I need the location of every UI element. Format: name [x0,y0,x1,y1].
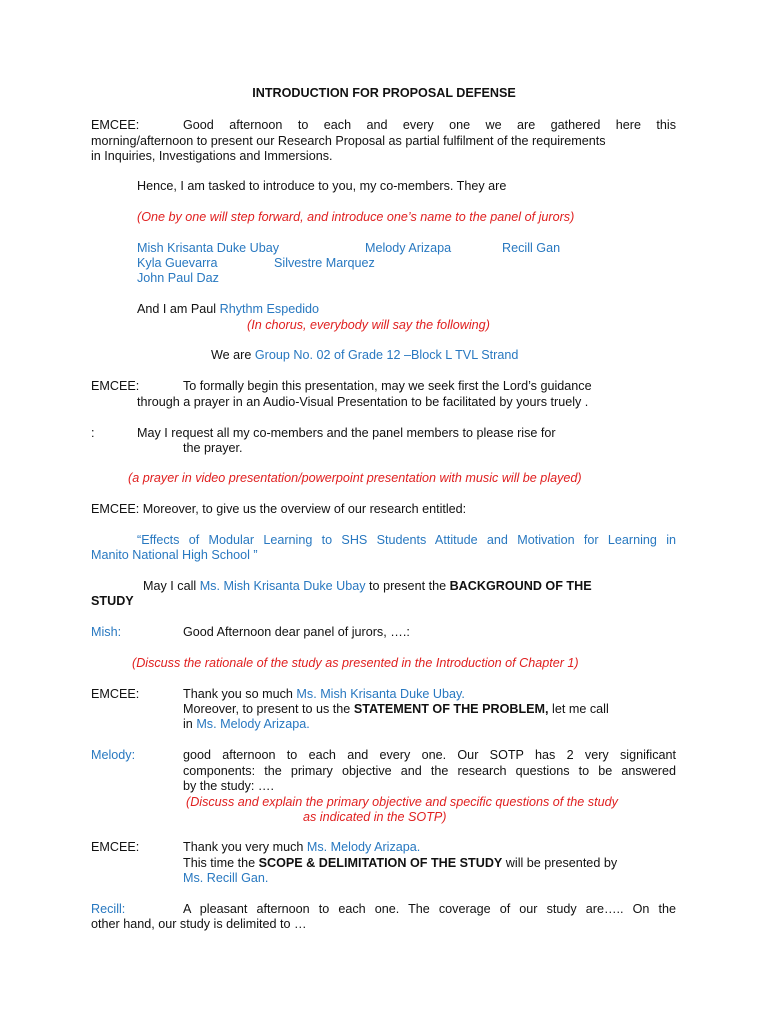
intro-line-2: morning/afternoon to present our Research Proposal as partial fulfilment of the requirements [91,134,606,148]
speaker-text: Good Afternoon dear panel of jurors, ….: [183,625,410,639]
emcee-thanks-line [183,839,420,855]
presenter-name: Ms. Recill Gan. [183,871,269,885]
emcee-name: Rhythm Espedido [219,302,320,316]
emcee-text: Thank you very much [183,840,307,854]
section-heading: SCOPE & DELIMITATION OF THE STUDY [258,856,503,870]
prayer-note: (a prayer in video presentation/powerpoint presentation with music will be played) [128,471,582,485]
emcee-label: EMCEE: [91,840,140,854]
emcee-label: EMCEE: [91,118,140,132]
member-name: Kyla Guevarra [137,256,218,270]
emcee-label: EMCEE: [91,687,140,701]
speaker-label: Recill: [91,902,126,916]
and-i-am-line [137,301,319,317]
section-heading: BACKGROUND OF THE [449,579,592,593]
section-heading: STUDY [91,594,134,608]
speaker-label: Mish: [91,625,122,639]
chorus-note: (In chorus, everybody will say the following) [247,318,490,332]
melody-line-1: good afternoon to each and every one. Our SOTP has 2 very significant [183,748,676,762]
member-name: Recill Gan [502,241,561,255]
document-title: INTRODUCTION FOR PROPOSAL DEFENSE [252,86,516,100]
request-line-2: the prayer. [183,441,243,455]
step-forward-note: (One by one will step forward, and introduce one’s name to the panel of jurors) [137,210,575,224]
member-name: Silvestre Marquez [274,256,375,270]
emcee-label: EMCEE: [91,379,140,393]
emcee-thanks-line [183,686,465,702]
research-title-line-2: Manito National High School ” [91,548,258,562]
intro-line-3: in Inquiries, Investigations and Immersions. [91,149,333,163]
call-background-line [143,578,592,594]
emcee-text: Moreover, to present to us the [183,702,354,716]
rationale-note: (Discuss the rationale of the study as presented in the Introduction of Chapter 1) [132,656,579,670]
member-name: John Paul Daz [137,271,219,285]
emcee-text: This time the [183,856,259,870]
presenter-name: Ms. Melody Arizapa. [196,717,310,731]
overview-line: EMCEE: Moreover, to give us the overview of our research entitled: [91,502,467,516]
emcee-text: let me call [548,702,609,716]
emcee-text: will be presented by [502,856,618,870]
member-name: Melody Arizapa [365,241,452,255]
intro-line-1: Good afternoon to each and every one we are gathered here this [183,118,676,132]
request-line-1: May I request all my co-members and the panel members to please rise for [137,426,556,440]
emcee-scope-line [183,855,617,871]
research-title-line-1: “Effects of Modular Learning to SHS Students Attitude and Motivation for Learning in [137,533,676,547]
sotp-note-2: as indicated in the SOTP) [303,810,447,824]
presenter-name: Ms. Mish Krisanta Duke Ubay. [296,687,465,701]
presenter-name: Ms. Mish Krisanta Duke Ubay [199,579,366,593]
we-are-text: We are [211,348,255,362]
group-name: Group No. 02 of Grade 12 –Block L TVL Strand [254,348,519,362]
recill-line-2: other hand, our study is delimited to … [91,917,307,931]
call-text: May I call [143,579,200,593]
member-name: Mish Krisanta Duke Ubay [137,241,280,255]
begin-line-2: through a prayer in an Audio-Visual Presentation to be facilitated by yours truely . [137,395,589,409]
emcee-text: Thank you so much [183,687,297,701]
hence-line: Hence, I am tasked to introduce to you, my co-members. They are [137,179,507,193]
we-are-line [211,347,518,363]
melody-line-3: by the study: …. [183,779,274,793]
melody-line-2: components: the primary objective and the research questions to be answered [183,764,676,778]
recill-line-1: A pleasant afternoon to each one. The coverage of our study are….. On the [183,902,676,916]
sotp-note-1: (Discuss and explain the primary objective and specific questions of the study [186,795,618,809]
emcee-sotp-line [183,701,609,717]
section-heading: STATEMENT OF THE PROBLEM, [353,702,549,716]
call-text: to present the [365,579,450,593]
section-heading-cont [91,593,134,609]
emcee-call-line [183,716,310,732]
emcee-text: in [183,717,197,731]
colon-label: : [91,426,95,440]
and-i-am-text: And I am Paul [137,302,220,316]
presenter-name: Ms. Melody Arizapa. [306,840,421,854]
speaker-label: Melody: [91,748,136,762]
begin-line-1: To formally begin this presentation, may we seek first the Lord’s guidance [183,379,592,393]
